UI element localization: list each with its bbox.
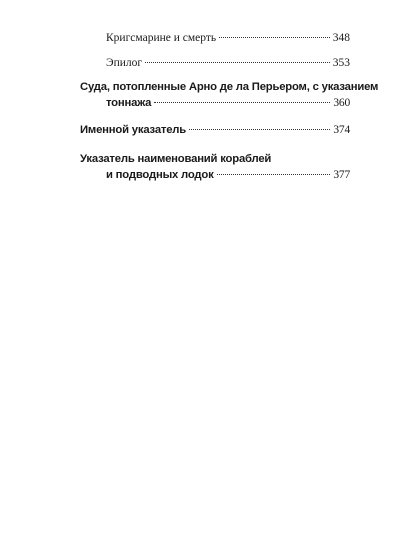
toc-page-number: 377 bbox=[333, 169, 350, 181]
toc-entry bbox=[80, 122, 350, 138]
toc-entry bbox=[80, 30, 350, 46]
toc-entry-title: Эпилог bbox=[106, 57, 143, 69]
toc-page-number: 360 bbox=[333, 97, 350, 109]
dot-leader bbox=[154, 102, 330, 103]
dot-leader bbox=[217, 174, 331, 175]
toc-entry-continuation bbox=[80, 95, 350, 111]
toc-page-number: 374 bbox=[333, 124, 350, 136]
toc-entry-title-continued: тоннажа bbox=[106, 97, 152, 109]
dot-leader bbox=[189, 129, 330, 130]
toc-entry-title: Суда, потопленные Арно де ла Перьером, с указанием bbox=[80, 81, 379, 93]
toc-entry-continuation bbox=[80, 167, 350, 183]
dot-leader bbox=[219, 37, 330, 38]
toc-entry bbox=[80, 79, 379, 111]
toc-entry-title: Именной указатель bbox=[80, 124, 187, 136]
toc-page-number: 348 bbox=[332, 32, 350, 44]
toc-page-number: 353 bbox=[332, 57, 350, 69]
toc-entry bbox=[80, 55, 350, 71]
table-of-contents bbox=[80, 30, 379, 183]
dot-leader bbox=[145, 62, 330, 63]
toc-entry bbox=[80, 151, 350, 183]
toc-entry-title: Указатель наименований кораблей bbox=[80, 153, 272, 165]
toc-entry-title-continued: и подводных лодок bbox=[106, 169, 214, 181]
toc-entry-title: Кригсмарине и смерть bbox=[106, 32, 217, 44]
